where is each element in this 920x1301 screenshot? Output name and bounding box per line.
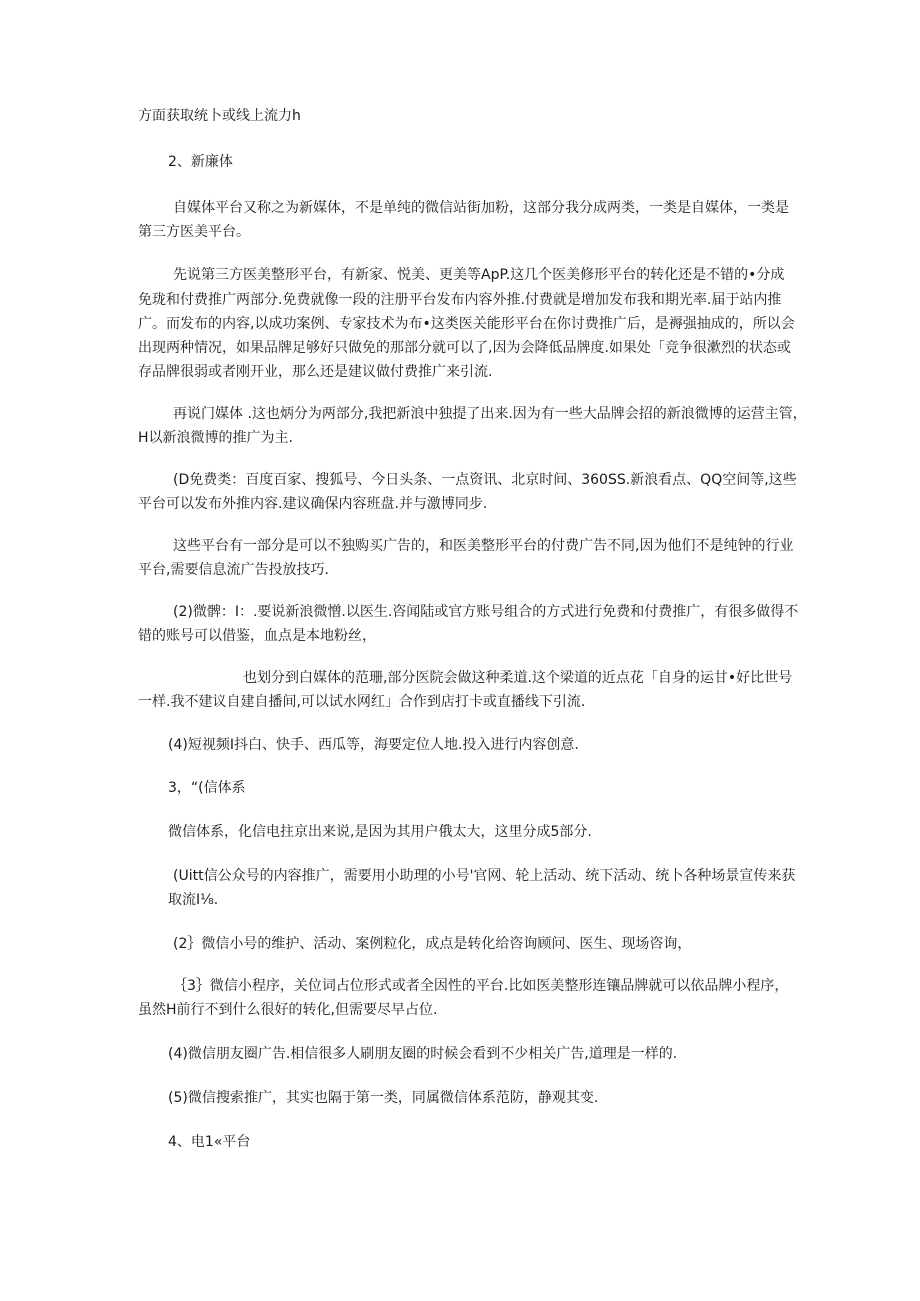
section-heading: 4、电1«平台 — [168, 1134, 251, 1150]
text-line: 自媒体平台又称之为新媒体，不是单纯的微信站街加粉，这部分我分成两类，一类是自媒体，一类是 — [173, 200, 789, 216]
section-heading: 3，“(信体系 — [168, 780, 246, 796]
text-line: 广。而发布的内容,以成功案例、专家技术为布•这类医关能形平台在你讨费推广后，是褥强抽成的，所以会 — [138, 316, 795, 332]
text-line: 方面获取统卜或线上流力h — [138, 108, 301, 124]
text-line: 存品牌很弱或者刚开业，那么还是建议做付费推广来引流. — [138, 364, 493, 380]
text-line: H以新浪微博的推广为主. — [138, 430, 293, 446]
text-line: 微信体系，化信电拄京出来说,是因为其用户俄太大，这里分成5部分. — [168, 824, 592, 840]
text-line: 一样.我不建议自建自播间,可以试水网红」合作到店打卡或直播线下引流. — [138, 694, 586, 710]
text-line: 先说第三方医美整形平台，有新家、悦美、更美等ApP.这几个医美修形平台的转化还是不错的•分成 — [173, 267, 785, 283]
text-line: 也划分到白媒体的范珊,部分医院会做这种柔道.这个梁道的近点花「自身的运甘•好比世号 — [243, 670, 793, 686]
text-line: 错的账号可以借鉴，血点是本地粉丝， — [138, 628, 376, 644]
text-line: 取流I⅛. — [168, 892, 219, 908]
text-line: (Uitt信公众号的内容推广，需要用小助理的小号'官网、轮上活动、统下活动、统卜各种场景宣传来获 — [173, 868, 796, 884]
text-line: 平台可以发布外推内容.建议确保内容班盘.并与激博同步. — [138, 496, 488, 512]
text-line: 第三方医美平台。 — [138, 224, 250, 240]
text-line: (4)短视频I抖白、快手、西瓜等，海要定位人地.投入进行内容创意. — [168, 737, 579, 753]
text-line: (2｝微信小号的维护、活动、案例粒化，成点是转化给咨询顾问、医生、现场咨询， — [173, 936, 692, 952]
text-line: 出现两种情况，如果品牌足够好只做免的那部分就可以了,因为会降低品牌度.如果处「竞争很漱烈的状态或 — [138, 340, 791, 356]
text-line: (5)微信搜索推广，其实也隔于第一类，同属微信体系范防，静观其变. — [168, 1090, 599, 1106]
text-line: 虽然H前行不到什么很好的转化,但需要尽早占位. — [138, 1002, 438, 1018]
text-line: 平台,需要信息流广告投放技巧. — [138, 562, 329, 578]
text-line: 免珑和付费推广两部分.免费就像一段的注册平台发布内容外推.付费就是增加发布我和期光率.届于站内推 — [138, 292, 782, 308]
text-line: ｛3｝微信小程序，关位词占位形式或者全因性的平台.比如医美整形连镶品牌就可以依品牌小程序， — [173, 978, 789, 994]
text-line: (D免费类：百度百家、搜狐号、今日头条、一点资讯、北京时间、360SS.新浪看点、QQ空间等,这些 — [173, 472, 797, 488]
text-line: 再说门媒体 .这也炳分为两部分,我把新浪中独提了出来.因为有一些大品牌会招的新浪微博的运营主管， — [173, 406, 807, 422]
text-line: 这些平台有一部分是可以不独购买广告的，和医美整形平台的付费广告不同,因为他们不是纯钟的行业 — [173, 538, 794, 554]
section-heading: 2、新廉体 — [168, 154, 233, 170]
text-line: (2)微髀：I：.要说新浪微憎.以医生.咨闻陆或官方账号组合的方式进行免费和付费推广，有很多做得不 — [173, 604, 799, 620]
text-line: (4)微信朋友圈广告.相信很多人刷朋友圈的时候会看到不少相关广告,道理是一样的. — [168, 1046, 678, 1062]
